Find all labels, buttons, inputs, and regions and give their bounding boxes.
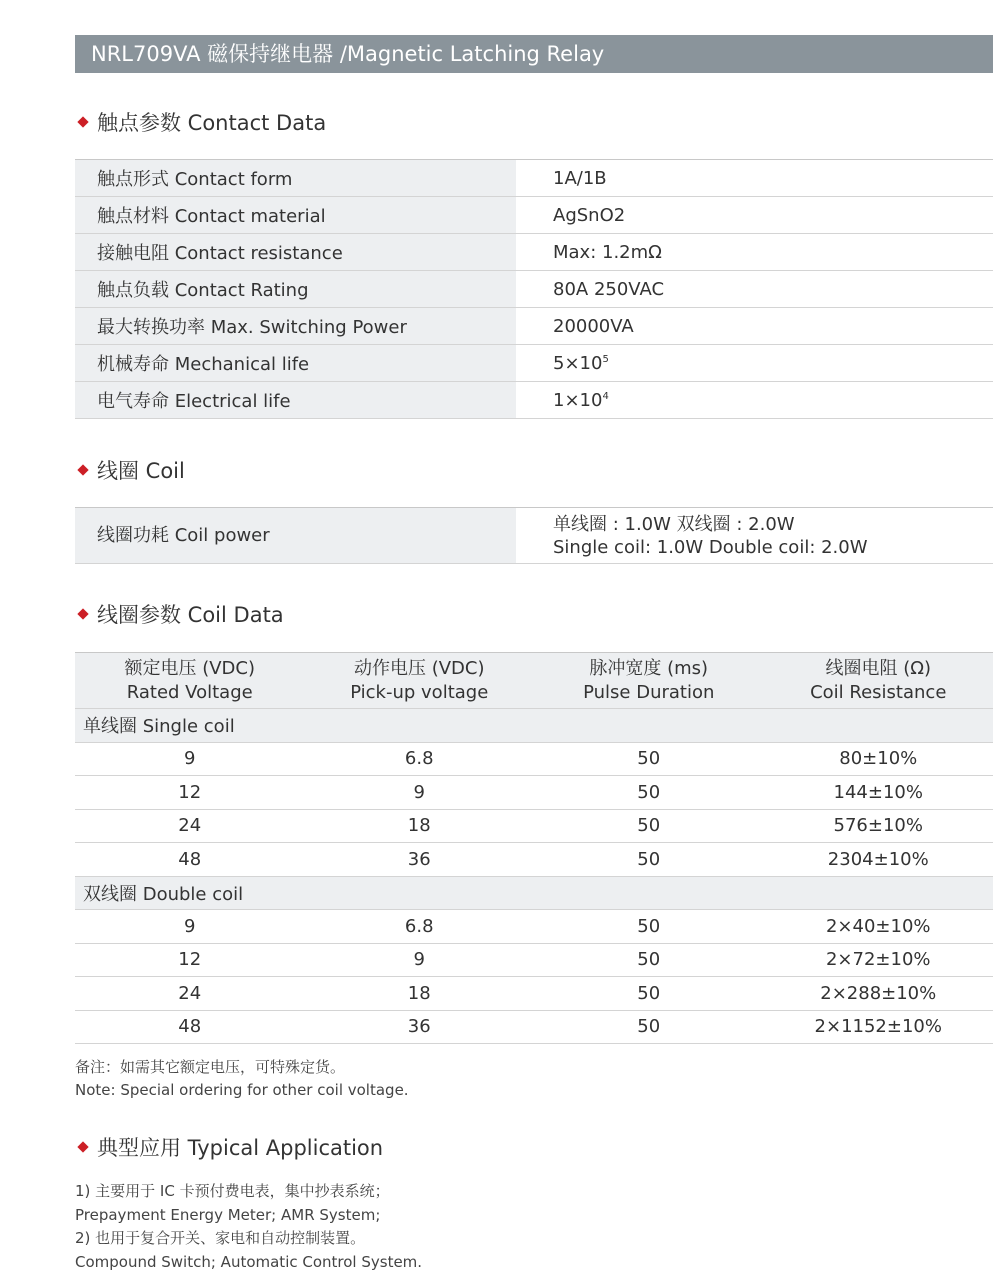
table-row xyxy=(75,843,993,877)
table-cell: 50 xyxy=(534,910,764,944)
contact-value-text: 1A/1B xyxy=(553,167,607,189)
coil-power-value-en: Single coil: 1.0W Double coil: 2.0W xyxy=(553,536,868,558)
section-heading-text: 触点参数 Contact Data xyxy=(97,111,327,135)
section-heading-text: 线圈参数 Coil Data xyxy=(97,603,284,627)
section-heading-text: 典型应用 Typical Application xyxy=(97,1136,384,1160)
contact-value xyxy=(516,160,993,197)
table-cell: 80±10% xyxy=(764,742,994,776)
table-cell: 2×288±10% xyxy=(764,977,994,1011)
group-label: 单线圈 Single coil xyxy=(75,709,993,743)
section-heading-application xyxy=(75,1133,383,1163)
table-cell: 24 xyxy=(75,809,305,843)
contact-value xyxy=(516,197,993,234)
diamond-bullet-icon xyxy=(77,1141,88,1152)
table-cell: 50 xyxy=(534,943,764,977)
contact-value xyxy=(516,308,993,345)
table-cell: 24 xyxy=(75,977,305,1011)
table-row xyxy=(75,943,993,977)
column-header: 脉冲宽度 (ms) Pulse Duration xyxy=(534,653,764,709)
application-line: Prepayment Energy Meter; AMR System; xyxy=(75,1205,381,1224)
column-header: 线圈电阻 (Ω) Coil Resistance xyxy=(764,653,994,709)
table-cell: 12 xyxy=(75,943,305,977)
column-header: 额定电压 (VDC) Rated Voltage xyxy=(75,653,305,709)
contact-value xyxy=(516,271,993,308)
table-row xyxy=(75,776,993,810)
table-cell: 18 xyxy=(305,809,535,843)
table-row xyxy=(75,197,993,234)
diamond-bullet-icon xyxy=(77,116,88,127)
table-cell: 12 xyxy=(75,776,305,810)
diamond-bullet-icon xyxy=(77,608,88,619)
table-cell: 576±10% xyxy=(764,809,994,843)
application-line: 1) 主要用于 IC 卡预付费电表，集中抄表系统； xyxy=(75,1182,390,1200)
column-header: 动作电压 (VDC) Pick-up voltage xyxy=(305,653,535,709)
contact-label: 触点材料 Contact material xyxy=(75,197,516,234)
contact-value-text: AgSnO2 xyxy=(553,204,626,226)
table-row xyxy=(75,382,993,419)
coil-power-table xyxy=(75,507,993,564)
contact-value xyxy=(516,345,993,382)
table-cell: 50 xyxy=(534,843,764,877)
table-cell: 9 xyxy=(75,910,305,944)
contact-label: 机械寿命 Mechanical life xyxy=(75,345,516,382)
table-cell: 2×1152±10% xyxy=(764,1010,994,1044)
contact-label: 接触电阻 Contact resistance xyxy=(75,234,516,271)
table-cell: 50 xyxy=(534,977,764,1011)
table-cell: 50 xyxy=(534,776,764,810)
table-header-row xyxy=(75,653,993,709)
contact-value-text: 80A 250VAC xyxy=(553,278,665,300)
section-heading-coil xyxy=(75,456,185,486)
note-block xyxy=(75,1056,409,1102)
table-row xyxy=(75,271,993,308)
section-heading-text: 线圈 Coil xyxy=(97,459,185,483)
contact-value xyxy=(516,234,993,271)
table-cell: 2304±10% xyxy=(764,843,994,877)
table-cell: 144±10% xyxy=(764,776,994,810)
table-row xyxy=(75,910,993,944)
table-row xyxy=(75,160,993,197)
table-cell: 36 xyxy=(305,843,535,877)
contact-value-text: 20000VA xyxy=(553,315,634,337)
table-row xyxy=(75,308,993,345)
table-cell: 2×40±10% xyxy=(764,910,994,944)
table-cell: 36 xyxy=(305,1010,535,1044)
table-cell: 6.8 xyxy=(305,742,535,776)
table-row xyxy=(75,809,993,843)
note-en: Note: Special ordering for other coil voltage. xyxy=(75,1081,409,1099)
table-cell: 48 xyxy=(75,1010,305,1044)
contact-label: 最大转换功率 Max. Switching Power xyxy=(75,308,516,345)
contact-value-text: Max: 1.2mΩ xyxy=(553,241,662,263)
application-line: Compound Switch; Automatic Control System. xyxy=(75,1252,423,1271)
table-row xyxy=(75,977,993,1011)
table-row xyxy=(75,508,993,564)
table-row xyxy=(75,742,993,776)
contact-value xyxy=(516,382,993,419)
contact-value-text: 1×10 xyxy=(553,389,603,411)
group-row xyxy=(75,876,993,910)
table-row xyxy=(75,1010,993,1044)
table-cell: 9 xyxy=(305,776,535,810)
table-cell: 9 xyxy=(305,943,535,977)
application-list xyxy=(75,1180,422,1274)
diamond-bullet-icon xyxy=(77,464,88,475)
exponent: 5 xyxy=(602,353,609,365)
coil-power-value-cn: 单线圈 : 1.0W 双线圈 : 2.0W xyxy=(553,513,795,535)
table-cell: 2×72±10% xyxy=(764,943,994,977)
group-label: 双线圈 Double coil xyxy=(75,876,993,910)
contact-value-text: 5×10 xyxy=(553,352,603,374)
exponent: 4 xyxy=(602,390,609,402)
coil-data-table xyxy=(75,652,993,1044)
application-line: 2) 也用于复合开关、家电和自动控制装置。 xyxy=(75,1229,366,1247)
section-heading-contact xyxy=(75,108,326,138)
table-cell: 9 xyxy=(75,742,305,776)
table-cell: 50 xyxy=(534,809,764,843)
contact-label: 电气寿命 Electrical life xyxy=(75,382,516,419)
contact-data-table xyxy=(75,159,993,419)
group-row xyxy=(75,709,993,743)
table-cell: 48 xyxy=(75,843,305,877)
coil-power-value xyxy=(516,508,993,564)
table-cell: 50 xyxy=(534,1010,764,1044)
coil-power-label: 线圈功耗 Coil power xyxy=(75,508,516,564)
table-cell: 6.8 xyxy=(305,910,535,944)
section-heading-coil-data xyxy=(75,600,284,630)
note-cn: 备注：如需其它额定电压，可特殊定货。 xyxy=(75,1058,346,1076)
contact-label: 触点形式 Contact form xyxy=(75,160,516,197)
page-title: NRL709VA 磁保持继电器 /Magnetic Latching Relay xyxy=(75,35,993,73)
table-cell: 18 xyxy=(305,977,535,1011)
table-row xyxy=(75,234,993,271)
table-row xyxy=(75,345,993,382)
table-cell: 50 xyxy=(534,742,764,776)
contact-label: 触点负载 Contact Rating xyxy=(75,271,516,308)
